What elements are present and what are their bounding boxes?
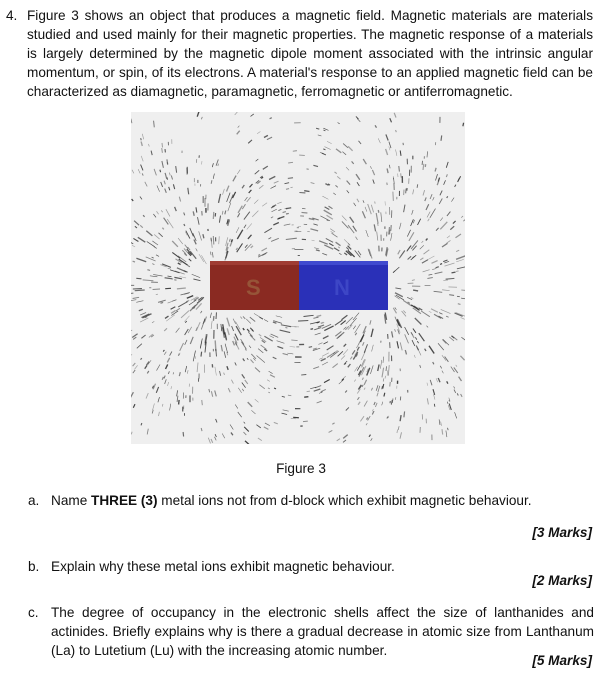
part-a-marks: [3 Marks]	[532, 525, 592, 540]
part-c	[28, 603, 594, 660]
part-a-emphasis: THREE (3)	[91, 493, 158, 508]
question-number: 4.	[6, 8, 18, 23]
part-b-text: Explain why these metal ions exhibit magnetic behaviour.	[51, 559, 395, 574]
part-c-text: The degree of occupancy in the electronic shells affect the size of lanthanides and actinides. Briefly explains why is there a gradual decrease in atomic size from Lanthanum (La) to Lutetium (Lu) with the increasing atomic number.	[51, 605, 594, 658]
part-a	[28, 491, 594, 510]
question-intro: Figure 3 shows an object that produces a magnetic field. Magnetic materials are materials studied and used mainly for their magnetic properties. The magnetic response of a materials is largely determined by the magnetic dipole moment associated with the intrinsic angular momentum, or spin, of its electrons. A material's response to an applied magnetic field can be characterized as diamagnetic, paramagnetic, ferromagnetic or antiferromagnetic.	[27, 8, 593, 99]
part-b-label: b.	[28, 559, 40, 574]
part-b	[28, 557, 594, 576]
magnet-south-letter: S	[246, 275, 261, 300]
magnet-figure	[131, 112, 465, 444]
bar-magnet	[210, 261, 388, 310]
figure-caption: Figure 3	[276, 461, 326, 476]
part-c-marks: [5 Marks]	[532, 653, 592, 668]
magnet-north-letter: N	[334, 275, 350, 300]
part-b-marks: [2 Marks]	[532, 573, 592, 588]
part-c-label: c.	[28, 605, 39, 620]
iron-filings-image	[131, 112, 465, 444]
part-a-text: Name THREE (3) metal ions not from d-block which exhibit magnetic behaviour.	[51, 493, 532, 508]
part-a-label: a.	[28, 493, 40, 508]
